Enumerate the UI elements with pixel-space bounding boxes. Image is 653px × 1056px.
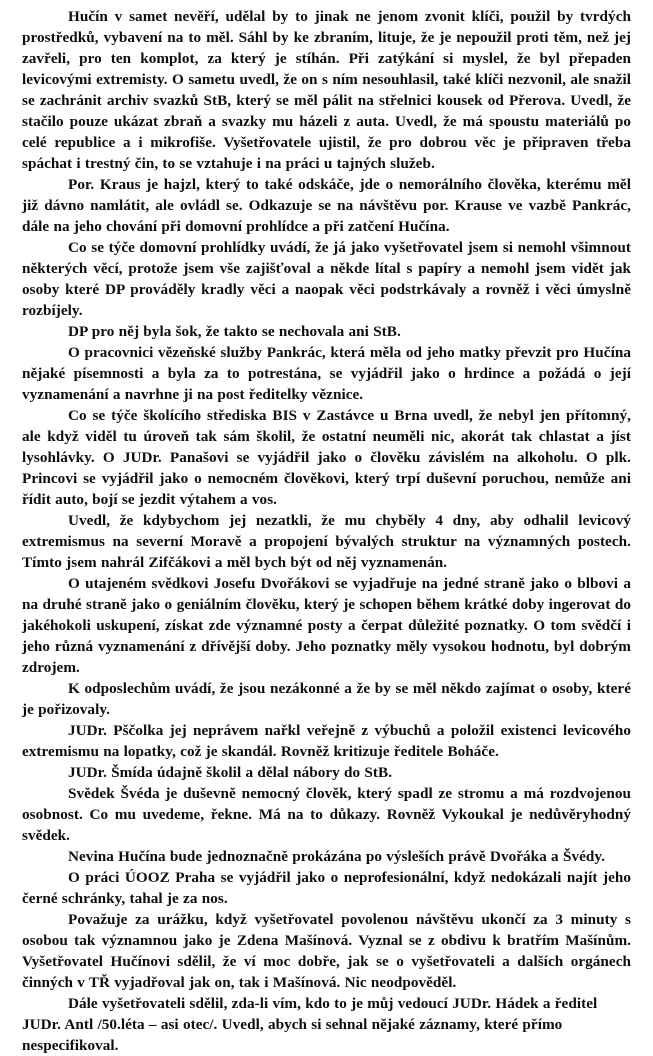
document-paragraph: Por. Kraus je hajzl, který to také odskáče, jde o nemorálního člověka, kterému měl již dávno namlátit, ale ovládl se. Odkazuje se na návštěvu por. Krause ve vazbě Pankrác, dále na jeho chování při domovní prohlídce a při zatčení Hučína. xyxy=(22,176,631,235)
document-paragraph: Hučín v samet nevěří, udělal by to jinak ne jenom zvonit klíči, použil by tvrdých prostředků, vybavení na to měl. Sáhl by ke zbraním, lituje, že je nepoužil proti těm, než jej zavřeli, pro ten komplot, za který je stíhán. Při zatýkání si myslel, že byl přepaden levicovými extremisty. O sametu uvedl, že on s ním nesouhlasil, také klíči nezvonil, ale snažil se zachránit archiv svazků StB, který se měl pálit na střelnici kousek od Přerova. Uvedl, že stačilo pouze ukázat zbraň a svazky mu házeli z auta. Uvedl, že má spoustu materiálů po celé republice a i mikrofiše. Vyšetřovatele ujistil, že pro dobrou věc je připraven třeba spáchat i trestný čin, to se vztahuje i na práci u tajných služeb. xyxy=(22,8,631,172)
document-paragraph: O utajeném svědkovi Josefu Dvořákovi se vyjadřuje na jedné straně jako o blbovi a na druhé straně jako o geniálním člověku, který je schopen během krátké doby ingerovat do jakéhokoli uskupení, získat zde významné posty a čerpat důležité poznatky. O tom svědčí i jeho různá vyznamenání z dřívější doby. Jeho poznatky měly vysokou hodnotu, byl dobrým zdrojem. xyxy=(22,575,631,676)
document-paragraph: Svědek Švéda je duševně nemocný člověk, který spadl ze stromu a má rozdvojenou osobnost. Co mu uvedeme, řekne. Má na to důkazy. Rovněž Vykoukal je nedůvěryhodný svědek. xyxy=(22,785,631,844)
document-paragraph: O pracovnici vězeňské služby Pankrác, která měla od jeho matky převzit pro Hučína nějaké písemnosti a byla za to potrestána, se vyjádřil jako o hrdince a požádá o její vyznamenání a navrhne ji na post ředitelky věznice. xyxy=(22,344,631,403)
document-paragraph: Nevina Hučína bude jednoznačně prokázána po výsleších právě Dvořáka a Švédy. xyxy=(68,848,606,865)
document-paragraph: Uvedl, že kdybychom jej nezatkli, že mu chyběly 4 dny, aby odhalil levicový extremismus na severní Moravě a propojení bývalých struktur na významných postech. Tímto jsem nahrál Zifčákovi a měl bych být od něj vyznamenán. xyxy=(22,512,631,571)
document-paragraph: Co se týče domovní prohlídky uvádí, že já jako vyšetřovatel jsem si nemohl všimnout některých věcí, protože jsem vše zajišťoval a někde lítal s papíry a nemohl jsem vidět jak osoby které DP prováděly kradly věci a naopak věci podstrkávaly a rovněž i věci úmyslně rozbíjely. xyxy=(22,239,631,319)
document-paragraph: Dále vyšetřovateli sdělil, zda-li vím, kdo to je můj vedoucí JUDr. Hádek a ředitel JUDr. Antl /50.léta – asi otec/. Uvedl, abych si sehnal nějaké záznamy, které přímo nespecifikoval. xyxy=(22,995,598,1054)
document-paragraph: DP pro něj byla šok, že takto se nechovala ani StB. xyxy=(68,323,401,340)
document-paragraph: JUDr. Šmída údajně školil a dělal nábory do StB. xyxy=(68,764,393,781)
document-paragraph: JUDr. Pščolka jej neprávem nařkl veřejně z výbuchů a položil existenci levicového extremismu na lopatky, což je skandál. Rovněž kritizuje ředitele Boháče. xyxy=(22,722,631,760)
document-text-body xyxy=(22,6,631,1056)
document-paragraph: Co se týče školícího střediska BIS v Zastávce u Brna uvedl, že nebyl jen přítomný, ale když viděl tu úroveň tak sám školil, že ostatní neuměli nic, akorát tak chlastat a jíst lysohlávky. O JUDr. Panašovi se vyjádřil jako o člověku závislém na alkoholu. O plk. Princovi se vyjádřil jako o nemocném člověkovi, který trpí duševní poruchou, nemůže ani řídit auto, bojí se jezdit výtahem a vos. xyxy=(22,407,631,508)
document-paragraph: K odposlechům uvádí, že jsou nezákonné a že by se měl někdo zajímat o osoby, které je pořizovaly. xyxy=(22,680,631,718)
document-paragraph: Považuje za urážku, když vyšetřovatel povolenou návštěvu ukončí za 3 minuty s osobou tak významnou jako je Zdena Mašínová. Vyznal se z obdivu k bratřím Mašínům. Vyšetřovatel Hučínovi sdělil, že ví moc dobře, jak se o vyšetřovateli a dalších orgánech činných v TŘ vyjadřoval jak on, tak i Mašínová. Nic neodpověděl. xyxy=(22,911,631,991)
document-paragraph: O práci ÚOOZ Praha se vyjádřil jako o neprofesionální, když nedokázali najít jeho černé schránky, tahal je za nos. xyxy=(22,869,631,907)
